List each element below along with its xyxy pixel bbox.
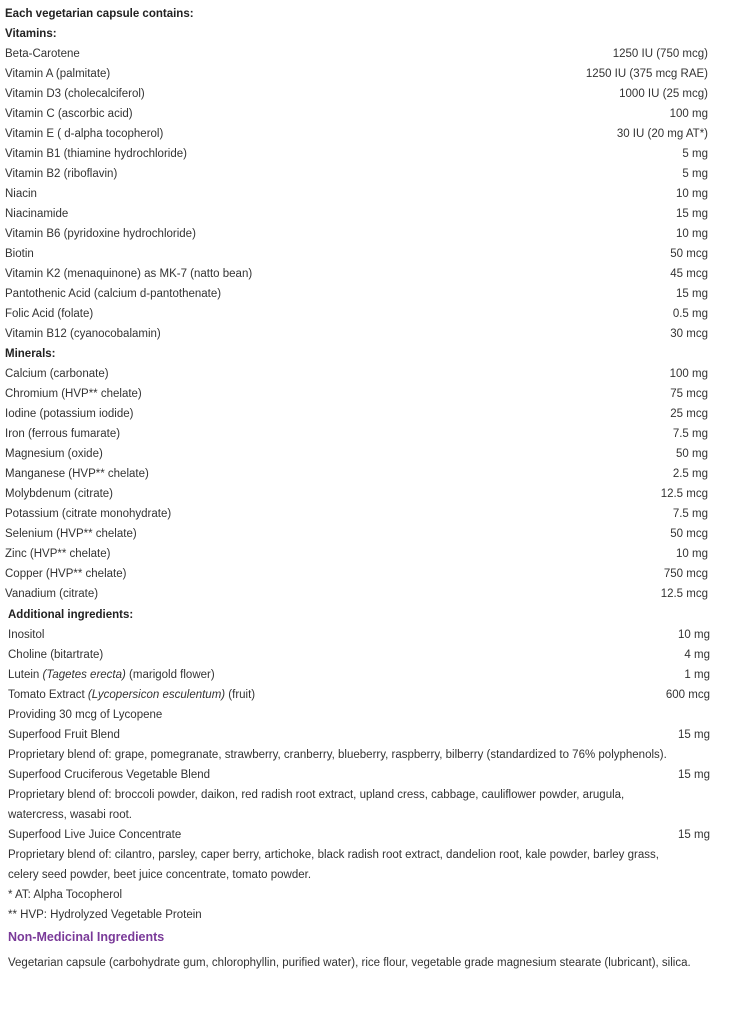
nutrient-amount: 0.5 mg [672,308,708,320]
nutrient-row [0,544,708,564]
nutrient-row [0,364,708,384]
nutrient-name: Iron (ferrous fumarate) [5,428,121,440]
nutrient-row [0,64,708,84]
nutrient-amount: 5 mg [682,168,708,180]
nutrient-name: Zinc (HVP** chelate) [5,548,111,560]
ingredient-row-inositol [0,625,710,645]
footnote-hvp: ** HVP: Hydrolyzed Vegetable Protein [8,909,202,921]
nutrient-row [0,284,708,304]
nutrient-name: Vitamin C (ascorbic acid) [5,108,133,120]
nutrient-name: Vitamin B2 (riboflavin) [5,168,118,180]
name-part: (marigold flower) [125,669,215,681]
nutrient-row [0,44,708,64]
nutrient-name: Calcium (carbonate) [5,368,109,380]
additional-heading: Additional ingredients: [8,609,134,621]
ingredient-row-veg-blend [0,765,710,785]
nutrient-amount: 5 mg [682,148,708,160]
minerals-list [0,364,748,604]
nutrient-amount: 10 mg [676,188,708,200]
nutrient-name: Folic Acid (folate) [5,308,94,320]
nutrient-row [0,404,708,424]
nutrient-amount: 10 mg [676,548,708,560]
nutrient-name: Potassium (citrate monohydrate) [5,508,172,520]
ingredient-amount: 15 mg [678,829,710,841]
nutrient-row [0,164,708,184]
nutrient-name: Vitamin B1 (thiamine hydrochloride) [5,148,187,160]
nutrient-row [0,184,708,204]
non-medicinal-heading: Non-Medicinal Ingredients [8,930,165,944]
nutrient-name: Vitamin E ( d-alpha tocopherol) [5,128,164,140]
supplement-facts [0,4,748,973]
ingredient-row-lutein [0,665,710,685]
nutrient-amount: 1250 IU (375 mcg RAE) [585,68,708,80]
minerals-heading: Minerals: [5,348,56,360]
nutrient-name: Vitamin A (palmitate) [5,68,111,80]
name-part: Lutein [8,669,43,681]
ingredient-amount: 15 mg [678,769,710,781]
nutrient-row [0,204,708,224]
latin-name: (Lycopersicon esculentum) [87,689,226,701]
nutrient-name: Biotin [5,248,34,260]
nutrient-row [0,384,708,404]
nutrient-row [0,464,708,484]
nutrient-amount: 7.5 mg [672,508,708,520]
nutrient-name: Niacinamide [5,208,69,220]
nutrient-amount: 15 mg [676,288,708,300]
nutrient-name: Copper (HVP** chelate) [5,568,127,580]
nutrient-row [0,84,708,104]
nutrient-name: Manganese (HVP** chelate) [5,468,149,480]
nutrient-amount: 100 mg [669,368,708,380]
ingredient-name [8,665,215,685]
nutrient-amount: 30 IU (20 mg AT*) [616,128,708,140]
fruit-blend-description: Proprietary blend of: grape, pomegranate, strawberry, cranberry, blueberry, raspberry, bilberry (standardized to 76% polyphenols). [8,749,667,761]
nutrient-row [0,504,708,524]
name-part: (fruit) [225,689,256,701]
nutrient-amount: 10 mg [676,228,708,240]
ingredient-name: Superfood Live Juice Concentrate [8,829,182,841]
nutrient-name: Vitamin B6 (pyridoxine hydrochloride) [5,228,196,240]
nutrient-name: Beta-Carotene [5,48,80,60]
lycopene-note: Providing 30 mcg of Lycopene [8,709,163,721]
nutrient-row [0,324,708,344]
nutrient-amount: 50 mg [676,448,708,460]
nutrient-amount: 750 mcg [663,568,708,580]
nutrient-amount: 7.5 mg [672,428,708,440]
nutrient-amount: 75 mcg [670,388,708,400]
nutrient-row [0,224,708,244]
ingredient-name: Choline (bitartrate) [8,649,104,661]
nutrient-amount: 1000 IU (25 mcg) [619,88,708,100]
nutrient-amount: 45 mcg [670,268,708,280]
nutrient-row [0,304,708,324]
nutrient-name: Vitamin D3 (cholecalciferol) [5,88,145,100]
ingredient-amount: 10 mg [678,629,710,641]
veg-blend-description-line1: Proprietary blend of: broccoli powder, daikon, red radish root extract, upland cress, cabbage, cauliflower powder, arugula, [8,789,625,801]
nutrient-name: Vitamin K2 (menaquinone) as MK-7 (natto bean) [5,268,253,280]
ingredient-name: Superfood Fruit Blend [8,729,120,741]
nutrient-row [0,124,708,144]
nutrient-name: Niacin [5,188,37,200]
nutrient-row [0,104,708,124]
ingredient-name: Inositol [8,629,45,641]
nutrient-name: Vitamin B12 (cyanocobalamin) [5,328,161,340]
nutrient-amount: 12.5 mcg [660,488,708,500]
nutrient-name: Selenium (HVP** chelate) [5,528,137,540]
nutrient-amount: 15 mg [676,208,708,220]
nutrient-amount: 50 mcg [670,528,708,540]
nutrient-row [0,144,708,164]
nutrient-amount: 12.5 mcg [660,588,708,600]
ingredient-row-fruit-blend [0,725,710,745]
name-part: Tomato Extract [8,689,88,701]
ingredient-row-tomato [0,685,710,705]
ingredient-row-choline [0,645,710,665]
nutrient-row [0,524,708,544]
nutrient-amount: 1250 IU (750 mcg) [612,48,708,60]
additional-ingredients [0,605,748,925]
nutrient-amount: 100 mg [669,108,708,120]
nutrient-row [0,444,708,464]
nutrient-name: Magnesium (oxide) [5,448,103,460]
latin-name: (Tagetes erecta) [42,669,126,681]
nutrient-row [0,264,708,284]
vitamins-list [0,44,748,344]
nutrient-name: Chromium (HVP** chelate) [5,388,142,400]
ingredient-amount: 15 mg [678,729,710,741]
nutrient-name: Molybdenum (citrate) [5,488,114,500]
ingredient-name [8,685,255,705]
juice-description-line1: Proprietary blend of: cilantro, parsley, caper berry, artichoke, black radish root extract, dandelion root, kale powder, barley grass, [8,849,659,861]
nutrient-amount: 2.5 mg [672,468,708,480]
footnote-at: * AT: Alpha Tocopherol [8,889,123,901]
nutrient-row [0,424,708,444]
veg-blend-description-line2: watercress, wasabi root. [8,809,132,821]
nutrient-name: Iodine (potassium iodide) [5,408,134,420]
nutrient-amount: 30 mcg [670,328,708,340]
nutrient-amount: 50 mcg [670,248,708,260]
nutrient-row [0,564,708,584]
ingredient-name: Superfood Cruciferous Vegetable Blend [8,769,211,781]
intro-heading: Each vegetarian capsule contains: [5,8,194,20]
vitamins-heading: Vitamins: [5,28,57,40]
nutrient-name: Pantothenic Acid (calcium d-pantothenate) [5,288,222,300]
ingredient-amount: 1 mg [684,669,710,681]
nutrient-row [0,484,708,504]
nutrient-name: Vanadium (citrate) [5,588,99,600]
ingredient-amount: 4 mg [684,649,710,661]
ingredient-row-juice [0,825,710,845]
ingredient-amount: 600 mcg [665,689,710,701]
juice-description-line2: celery seed powder, beet juice concentrate, tomato powder. [8,869,312,881]
non-medicinal-text: Vegetarian capsule (carbohydrate gum, chlorophyllin, purified water), rice flour, vegetable grade magnesium stearate (lubricant), silica. [8,957,691,969]
nutrient-row [0,584,708,604]
nutrient-row [0,244,708,264]
nutrient-amount: 25 mcg [670,408,708,420]
